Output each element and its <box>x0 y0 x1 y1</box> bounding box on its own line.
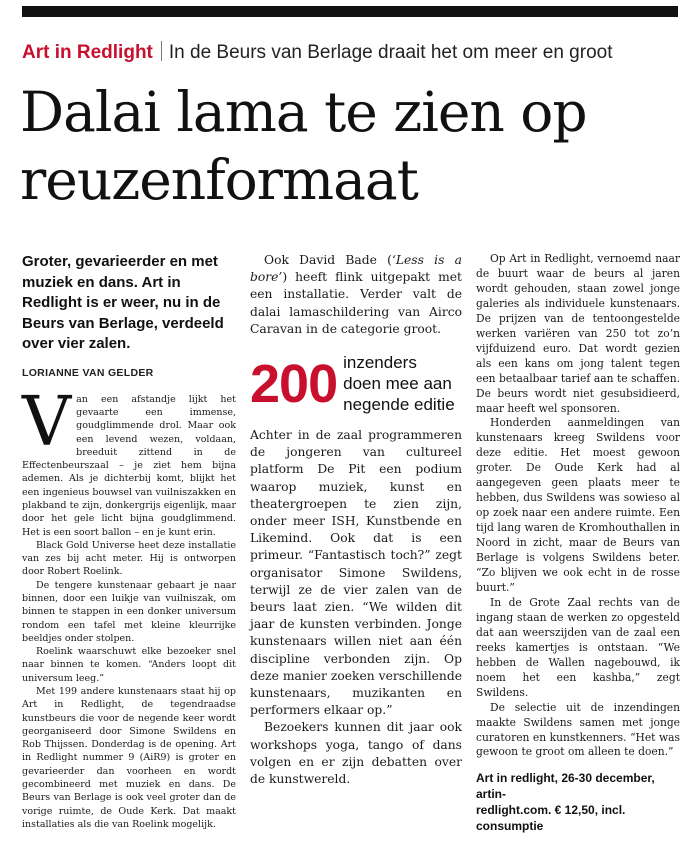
body-paragraph: Black Gold Universe heet deze installatie van zes bij acht meter. Hij is ontworpen door Robert Roelink. <box>22 539 236 578</box>
kicker-divider <box>161 41 162 61</box>
rubric-label: Art in Redlight <box>22 42 153 63</box>
pull-quote <box>250 352 462 415</box>
byline: LORIANNE VAN GELDER <box>22 366 154 379</box>
event-info-line: Art in redlight, 26-30 december, artin- <box>476 771 655 802</box>
body-paragraph: Ook David Bade (‘Less is a bore’) heeft flink uitgepakt met een installatie. Verder valt de dalai lamaschildering van Airco Caravan in de categorie groot. <box>250 253 462 336</box>
pull-quote-text: inzenders doen mee aan negende editie <box>343 353 455 415</box>
pull-quote-number: 200 <box>250 353 338 414</box>
event-info-line: redlight.com. € 12,50, incl. consumptie <box>476 803 626 834</box>
subtitle: In de Beurs van Berlage draait het om meer en groot <box>168 42 613 63</box>
body-paragraph: Van een afstandje lijkt het gevaarte een immense, goudglimmende drol. Maar ook een levend wezen, voldaan, breeduit zittend in de Effectenbeurszaal – je ziet hem bijna ademen. Als je dichterbij komt, blijkt het een ingenieus bouwsel van vuilniszakken en plakband te zijn, donkergrijs eigenlijk, maar door het gele licht bijna goudglimmend. Het is een soort ballon – en je kunt erin. <box>22 382 236 538</box>
top-rule <box>22 6 678 17</box>
body-paragraph: Op Art in Redlight, vernoemd naar de buurt waar de beurs al jaren wordt gehouden, staan zowel jonge galeries als individuele kunstenaars. De prijzen van de tentoongestelde werken variëren van 250 tot zo’n vijfduizend euro. Dat wordt gezien als een kans om jong talent tegen een betaalbaar tarief aan te schaffen. De beurs wordt niet gesubsidieerd, maar heeft wel sponsoren. <box>476 252 680 415</box>
kicker <box>22 40 612 66</box>
body-paragraph: Bezoekers kunnen dit jaar ook workshops yoga, tango of dans volgen en er zijn debatten over de kunstwereld. <box>250 720 462 787</box>
body-paragraph: Met 199 andere kunstenaars staat hij op Art in Redlight, de tegendraadse kunstbeurs die voor de negende keer wordt georganiseerd door Simone Swildens en Rob Thijssen. Donderdag is de opening. Art in Redlight nummer 9 (AiR9) is groter en gevarieerder dan voorheen en wordt gecombineerd met muziek en dans. De Beurs van Berlage is ook veel groter dan de vorige ruimte, de Oude Kerk. Dat maakt installaties als die van Roelink mogelijk. <box>22 685 236 830</box>
body-paragraph: Roelink waarschuwt elke bezoeker snel naar binnen te komen. “Anders loopt dit universum leeg.” <box>22 646 236 684</box>
headline: Dalai lama te zien op reuzenformaat <box>20 80 587 212</box>
body-paragraph: De tengere kunstenaar gebaart je naar binnen, door een luikje van vuilniszak, om binnen te stappen in een donker universum rondom een tafel met kleine kleurrijke beeldjes onder stolpen. <box>22 579 236 644</box>
body-paragraph: De selectie uit de inzendingen maakte Swildens samen met jonge curatoren en kunstkenners. “Het was gewoon te groot om alleen te doen.” <box>476 700 680 759</box>
column-1 <box>22 252 236 831</box>
column-3 <box>476 252 680 834</box>
lead-paragraph: Groter, gevarieerder en met muziek en dans. Art in Redlight is er weer, nu in de Beurs van Berlage, verdeeld over vier zalen. <box>22 253 224 352</box>
column-2 <box>250 252 462 788</box>
drop-cap: V <box>22 382 72 462</box>
body-paragraph: In de Grote Zaal rechts van de ingang staan de werken zo opgesteld dat aan weerszijden van de zaal een reeks kamertjes is ontstaan. “We hebben de Wallen nagebouwd, ik noem het een kashba,” zegt Swildens. <box>476 595 680 699</box>
body-paragraph: Honderden aanmeldingen van kunstenaars kreeg Swildens voor deze editie. Het moest gewoon groter. De Oude Kerk had al aangegeven geen plaats meer te hebben, dus Swildens was sowieso al op zoek naar een andere ruimte. Een tijd lang waren de Kromhouthallen in Noord in zicht, maar de Beurs van Berlage is volgens Swildens beter. “Zo blijven we ook echt in de rosse buurt.” <box>476 416 680 594</box>
event-info <box>476 770 680 834</box>
body-paragraph: Achter in de zaal programmeren de jongeren van cultureel platform De Pit een podium waarop muziek, kunst en theatergroepen te zien zijn, onder meer ISH, Kunstbende en Likemind. Ook dat is een primeur. “Fantastisch toch?” zegt organisator Simone Swildens, terwijl ze de vier zalen van de beurs laat zien. “We wilden dit jaar de kunsten verbinden. Jonge kunstenaars willen niet aan één discipline verbonden zijn. Op deze manier zoeken verschillende kunstenaars, muzikanten en performers elkaar op.” <box>250 428 462 718</box>
